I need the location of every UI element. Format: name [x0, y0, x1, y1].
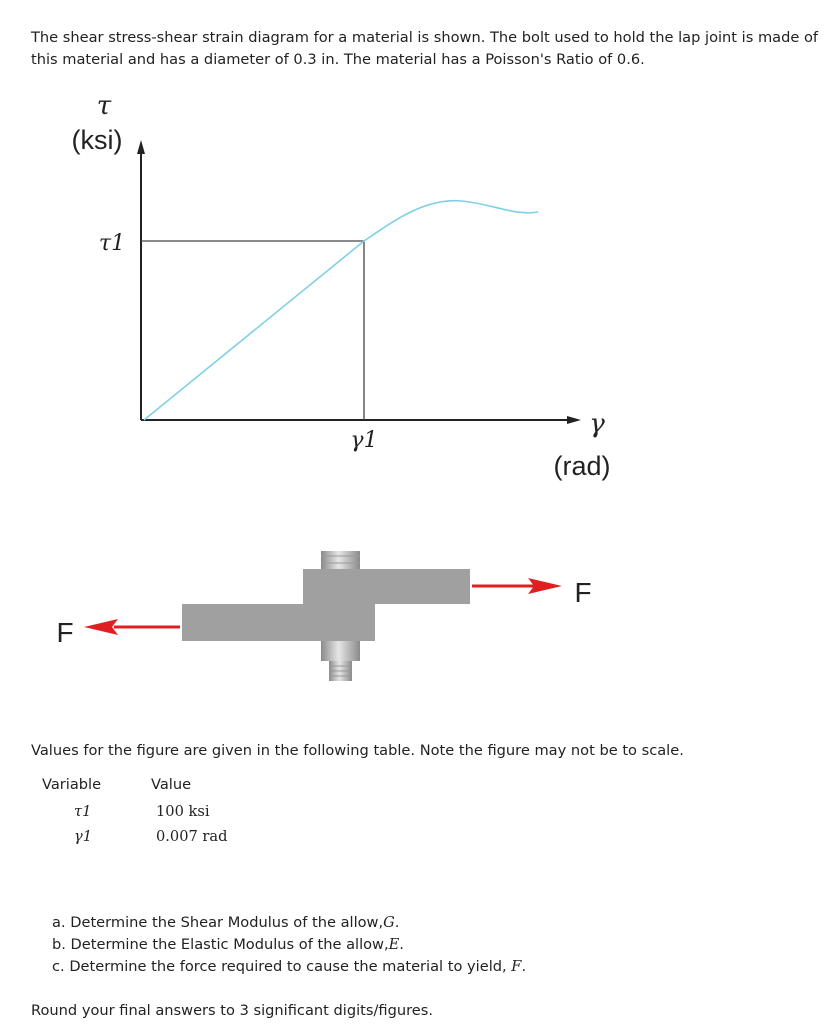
- task-suffix: .: [399, 936, 404, 953]
- x-axis-arrowhead: [567, 416, 581, 424]
- bolt-head: [321, 551, 360, 569]
- x-axis-unit: (rad): [553, 451, 611, 481]
- value-cell: 0.007 rad: [156, 828, 228, 845]
- bolt-shank: [321, 641, 360, 681]
- task-item: [52, 912, 526, 934]
- table-row: [36, 824, 227, 849]
- left-force-label: F: [56, 617, 74, 648]
- value-cell: 100 ksi: [156, 803, 210, 820]
- task-suffix: .: [521, 958, 527, 975]
- task-text: Determine the force required to cause the material to yield,: [69, 958, 507, 975]
- task-symbol: E: [388, 936, 400, 953]
- task-list: [52, 912, 526, 978]
- task-suffix: .: [394, 914, 400, 931]
- problem-statement: The shear stress-shear strain diagram for a material is shown. The bolt used to hold the lap joint is made of this material and has a diameter of 0.3 in. The material has a Poisson's Ratio of 0.6.: [31, 29, 819, 68]
- task-prefix: b.: [52, 936, 66, 953]
- y-axis-arrowhead: [137, 140, 145, 154]
- task-prefix: a.: [52, 914, 66, 931]
- variable-header: Variable: [42, 776, 102, 793]
- y-axis-unit: (ksi): [71, 125, 123, 155]
- tau1-label: τ1: [98, 231, 126, 256]
- task-item: [52, 934, 526, 956]
- task-text: Determine the Elastic Modulus of the allow,: [70, 936, 389, 953]
- value-header: Value: [151, 776, 192, 793]
- values-table: [36, 774, 227, 849]
- task-text: Determine the Shear Modulus of the allow,: [70, 914, 384, 931]
- upper-plate: [303, 569, 470, 604]
- right-force-label: F: [574, 577, 592, 608]
- left-force-arrow: [84, 619, 180, 635]
- variable-cell: τ1: [74, 803, 92, 820]
- task-prefix: c.: [52, 958, 65, 975]
- lower-plate: [182, 604, 375, 641]
- task-symbol: F: [511, 958, 522, 975]
- task-symbol: G: [383, 914, 395, 931]
- task-item: [52, 956, 526, 978]
- gamma1-label: γ1: [350, 428, 378, 453]
- y-axis-symbol: τ: [96, 91, 112, 121]
- shear-stress-strain-diagram: [72, 91, 611, 481]
- rounding-instruction: Round your final answers to 3 significant digits/figures.: [31, 1002, 433, 1019]
- right-force-arrow: [472, 578, 562, 594]
- table-row: [36, 799, 227, 824]
- values-table-header: [36, 774, 227, 799]
- variable-cell: γ1: [74, 828, 93, 845]
- x-axis-symbol: γ: [589, 409, 605, 439]
- lap-joint-figure: [56, 551, 591, 681]
- values-note: Values for the figure are given in the following table. Note the figure may not be to scale.: [31, 742, 684, 759]
- stress-strain-curve: [144, 201, 538, 420]
